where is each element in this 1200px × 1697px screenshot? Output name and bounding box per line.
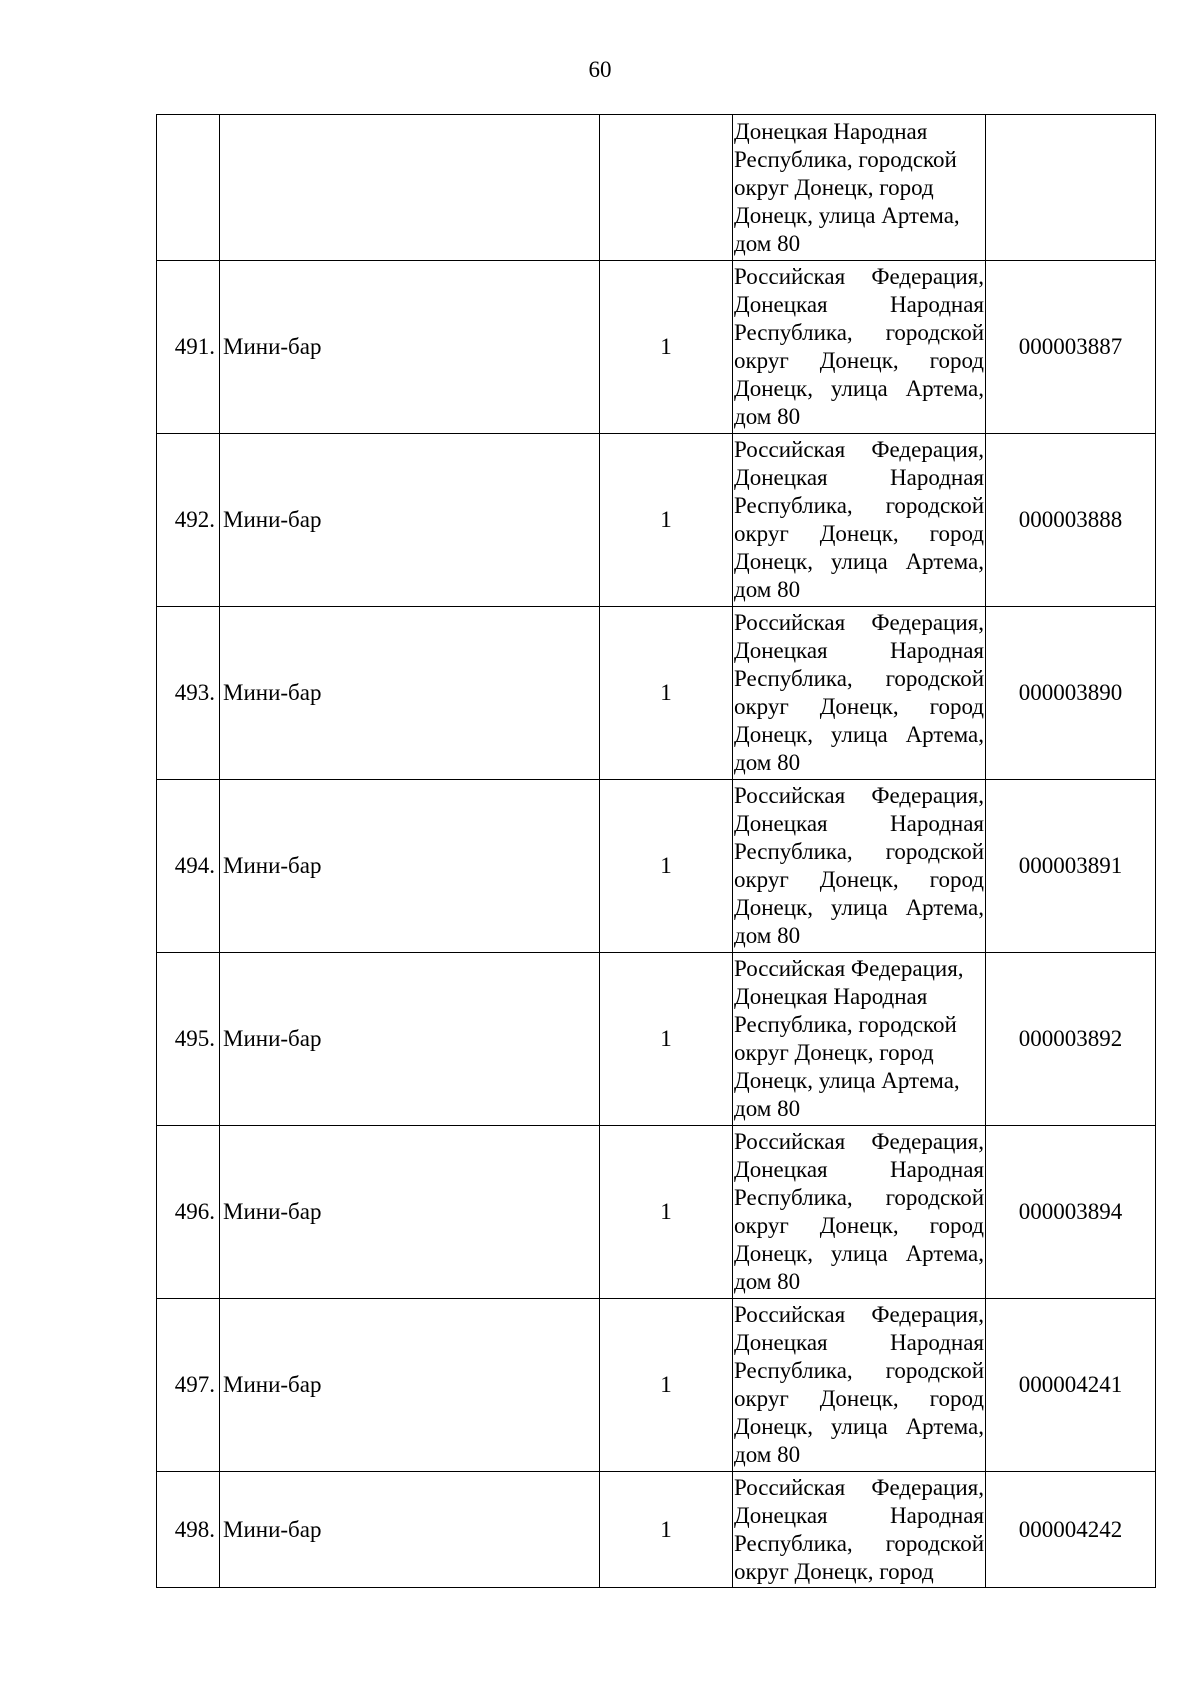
- item-quantity: 1: [600, 1299, 733, 1472]
- inventory-number: 000003887: [986, 261, 1156, 434]
- item-quantity: [600, 115, 733, 261]
- item-name: Мини-бар: [220, 261, 600, 434]
- item-quantity: 1: [600, 261, 733, 434]
- inventory-number: 000003888: [986, 434, 1156, 607]
- item-address: Российская Федерация, Донецкая Народная Республика, городской округ Донецк, город Донецк, улица Артема, дом 80: [734, 264, 984, 429]
- item-address: Российская Федерация, Донецкая Народная Республика, городской округ Донецк, город Донецк, улица Артема, дом 80: [734, 1129, 984, 1294]
- item-address: Донецкая Народная Республика, городской округ Донецк, город Донецк, улица Артема, дом 80: [734, 118, 960, 256]
- row-number: 492.: [157, 434, 220, 607]
- table-row: [157, 1126, 1156, 1299]
- inventory-number: 000004242: [986, 1472, 1156, 1588]
- item-name: Мини-бар: [220, 1126, 600, 1299]
- row-number: 494.: [157, 780, 220, 953]
- table-row: [157, 1299, 1156, 1472]
- inventory-number: [986, 115, 1156, 261]
- item-quantity: 1: [600, 1126, 733, 1299]
- item-name: Мини-бар: [220, 607, 600, 780]
- table-row: [157, 607, 1156, 780]
- item-name: Мини-бар: [220, 1299, 600, 1472]
- inventory-number: 000004241: [986, 1299, 1156, 1472]
- row-number: 493.: [157, 607, 220, 780]
- item-quantity: 1: [600, 607, 733, 780]
- row-number: 495.: [157, 953, 220, 1126]
- page-number: 60: [588, 57, 612, 82]
- inventory-number: 000003892: [986, 953, 1156, 1126]
- item-address: Российская Федерация, Донецкая Народная Республика, городской округ Донецк, город Донецк, улица Артема, дом 80: [734, 783, 984, 948]
- item-address: Российская Федерация, Донецкая Народная Республика, городской округ Донецк, город Донецк, улица Артема, дом 80: [734, 1302, 984, 1467]
- inventory-table: [156, 114, 1156, 1588]
- table-row: [157, 261, 1156, 434]
- item-name: Мини-бар: [220, 434, 600, 607]
- table-row: [157, 115, 1156, 261]
- row-number: 496.: [157, 1126, 220, 1299]
- item-quantity: 1: [600, 1472, 733, 1588]
- table-row: [157, 434, 1156, 607]
- item-quantity: 1: [600, 780, 733, 953]
- inventory-number: 000003890: [986, 607, 1156, 780]
- inventory-number: 000003894: [986, 1126, 1156, 1299]
- item-address: Российская Федерация, Донецкая Народная Республика, городской округ Донецк, город Донецк, улица Артема, дом 80: [734, 956, 964, 1121]
- table-row: [157, 1472, 1156, 1588]
- item-name: Мини-бар: [220, 1472, 600, 1588]
- item-name: Мини-бар: [220, 780, 600, 953]
- row-number: 498.: [157, 1472, 220, 1588]
- row-number: [157, 115, 220, 261]
- row-number: 491.: [157, 261, 220, 434]
- item-address: Российская Федерация, Донецкая Народная Республика, городской округ Донецк, город: [734, 1474, 984, 1584]
- inventory-number: 000003891: [986, 780, 1156, 953]
- item-name: [220, 115, 600, 261]
- row-number: 497.: [157, 1299, 220, 1472]
- item-name: Мини-бар: [220, 953, 600, 1126]
- table-row: [157, 953, 1156, 1126]
- table-row: [157, 780, 1156, 953]
- item-quantity: 1: [600, 953, 733, 1126]
- item-quantity: 1: [600, 434, 733, 607]
- item-address: Российская Федерация, Донецкая Народная Республика, городской округ Донецк, город Донецк, улица Артема, дом 80: [734, 610, 984, 775]
- item-address: Российская Федерация, Донецкая Народная Республика, городской округ Донецк, город Донецк, улица Артема, дом 80: [734, 437, 984, 602]
